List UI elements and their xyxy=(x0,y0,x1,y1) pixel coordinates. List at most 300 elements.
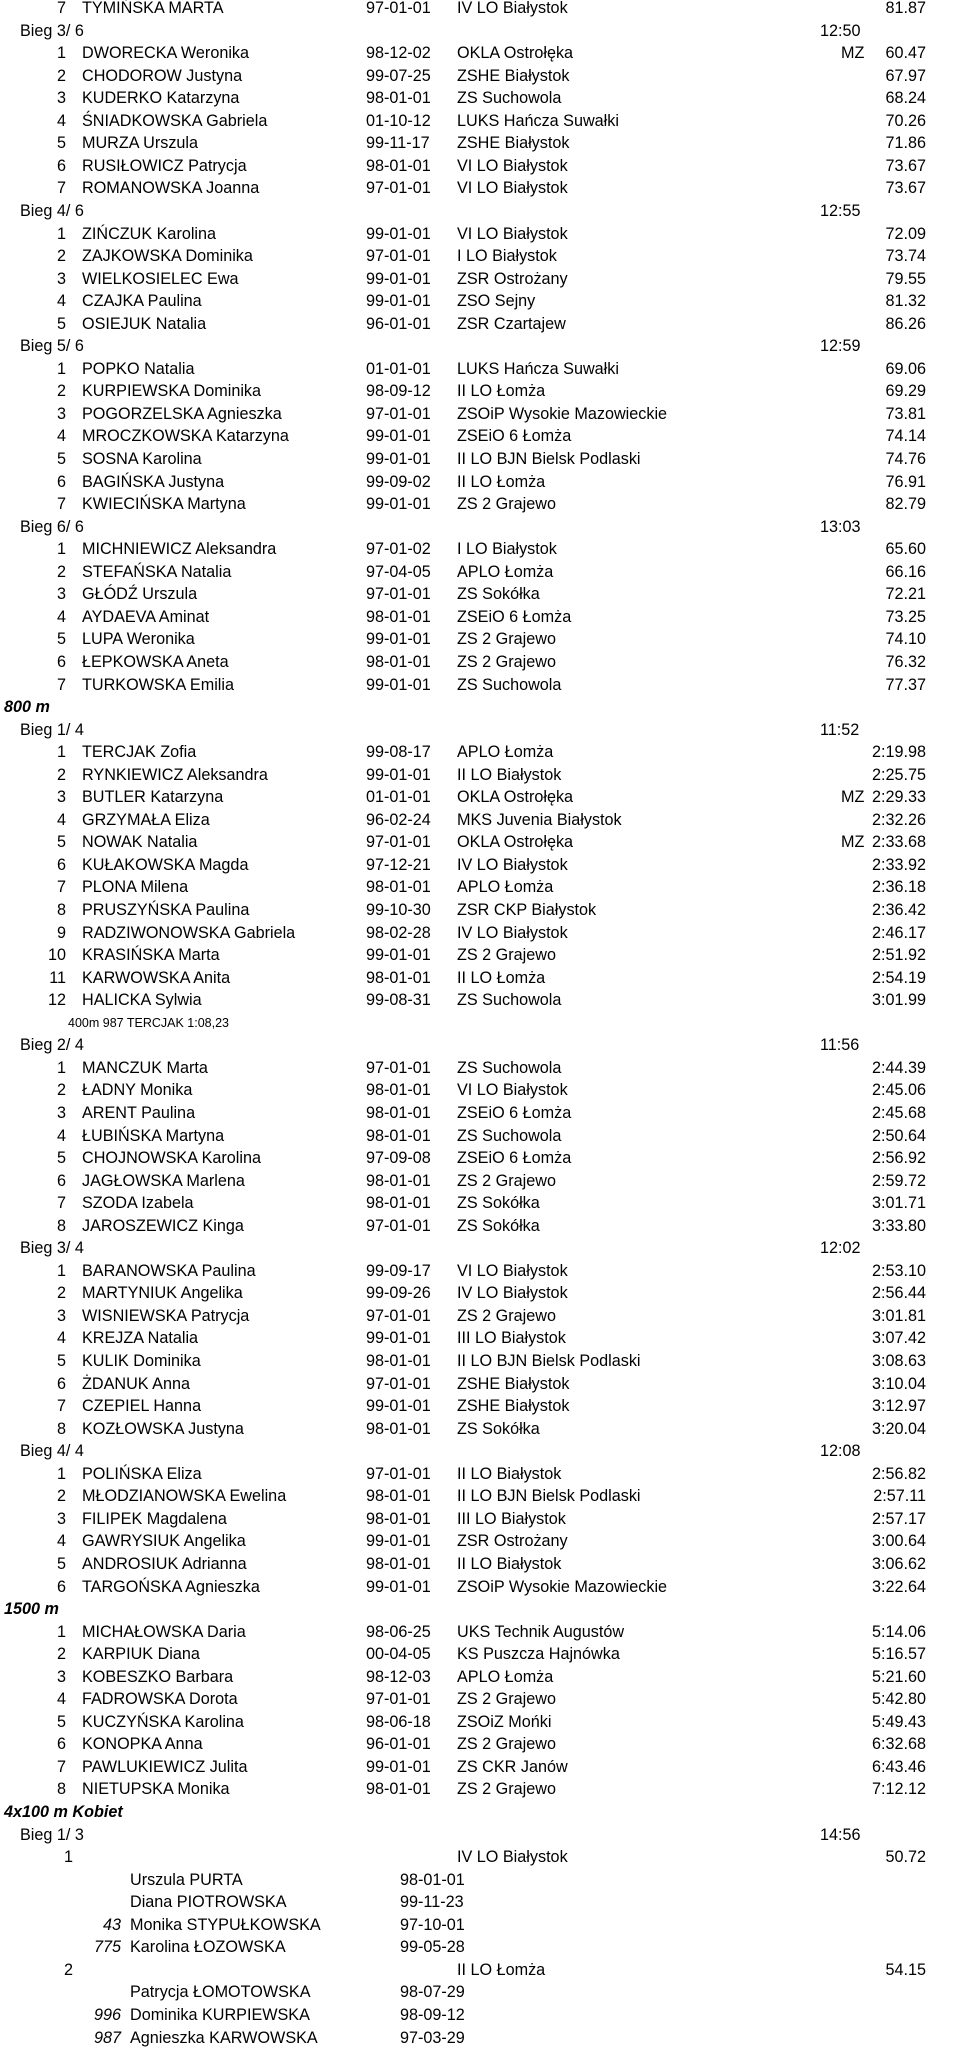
athlete-name: RYNKIEWICZ Aleksandra xyxy=(82,765,268,784)
result-time: 2:53.10 xyxy=(871,1261,926,1280)
split-note-text: 400m 987 TERCJAK 1:08,23 xyxy=(68,1015,229,1030)
club-name: LUKS Hańcza Suwałki xyxy=(457,359,619,378)
club-name: II LO Łomża xyxy=(457,382,546,401)
birth-date: 01-01-01 xyxy=(366,788,431,807)
athlete-name: KREJZA Natalia xyxy=(82,1329,199,1348)
club-name: I LO Białystok xyxy=(457,247,557,266)
runner-birth-date: 99-11-23 xyxy=(400,1893,464,1912)
result-row xyxy=(0,425,960,447)
athlete-name: GRZYMAŁA Eliza xyxy=(82,810,210,829)
result-row xyxy=(0,831,960,853)
place-number: 6 xyxy=(56,1735,66,1754)
result-time: 76.91 xyxy=(885,472,926,491)
result-time: 5:21.60 xyxy=(871,1667,926,1686)
place-number: 12 xyxy=(47,991,66,1010)
athlete-name: WIELKOSIELEC Ewa xyxy=(82,269,239,288)
club-name: ZS Suchowola xyxy=(457,991,562,1010)
birth-date: 96-01-01 xyxy=(366,1735,431,1754)
result-time: 65.60 xyxy=(885,540,926,559)
heat-header xyxy=(0,200,960,222)
athlete-name: CHOJNOWSKA Karolina xyxy=(82,1149,262,1168)
result-row xyxy=(0,290,960,312)
athlete-name: KURPIEWSKA Dominika xyxy=(82,382,262,401)
athlete-name: ZAJKOWSKA Dominika xyxy=(82,247,253,266)
club-name: ZSR Ostrożany xyxy=(457,269,568,288)
heat-label: Bieg 1/ 3 xyxy=(20,1825,84,1844)
birth-date: 99-08-17 xyxy=(366,743,431,762)
athlete-name: LUPA Weronika xyxy=(82,630,195,649)
club-name: ZS 2 Grajewo xyxy=(457,1690,556,1709)
club-name: ZS 2 Grajewo xyxy=(457,1171,556,1190)
athlete-name: SZODA Izabela xyxy=(82,1194,194,1213)
runner-birth-date: 98-09-12 xyxy=(400,2005,465,2024)
place-number: 7 xyxy=(56,0,66,17)
heat-time: 12:08 xyxy=(820,1442,861,1461)
heat-time: 12:59 xyxy=(820,337,861,356)
club-name: II LO Białystok xyxy=(457,1464,562,1483)
result-time: 73.74 xyxy=(885,247,926,266)
result-row xyxy=(0,471,960,493)
heat-label: Bieg 4/ 4 xyxy=(20,1442,84,1461)
place-number: 4 xyxy=(56,607,66,626)
result-time: 5:14.06 xyxy=(871,1622,926,1641)
club-name: ZS 2 Grajewo xyxy=(457,630,556,649)
athlete-name: TERCJAK Zofia xyxy=(82,743,197,762)
club-name: ZS Suchowola xyxy=(457,89,562,108)
club-name: II LO Łomża xyxy=(457,968,546,987)
runner-birth-date: 98-07-29 xyxy=(400,1983,465,2002)
athlete-name: SOSNA Karolina xyxy=(82,450,202,468)
birth-date: 00-04-05 xyxy=(366,1645,431,1664)
birth-date: 97-01-01 xyxy=(366,404,431,423)
club-name: ZS Sokółka xyxy=(457,1216,540,1235)
relay-runner-row xyxy=(0,2004,960,2026)
athlete-name: AYDAEVA Aminat xyxy=(82,607,210,626)
athlete-name: TURKOWSKA Emilia xyxy=(82,675,235,694)
place-number: 2 xyxy=(56,562,66,581)
heat-header xyxy=(0,20,960,42)
result-row xyxy=(0,0,960,19)
result-row xyxy=(0,1418,960,1440)
result-row xyxy=(0,110,960,132)
athlete-name: KARWOWSKA Anita xyxy=(82,968,231,987)
result-time: 5:49.43 xyxy=(871,1712,926,1731)
result-time: 86.26 xyxy=(885,314,926,333)
result-row xyxy=(0,1688,960,1710)
birth-date: 99-01-01 xyxy=(366,1532,431,1551)
birth-date: 98-12-03 xyxy=(366,1667,431,1686)
place-number: 5 xyxy=(56,314,66,333)
athlete-name: RUSIŁOWICZ Patrycja xyxy=(82,156,247,175)
runner-name: Diana PIOTROWSKA xyxy=(130,1893,287,1912)
result-row xyxy=(0,561,960,583)
club-name: OKLA Ostrołęka xyxy=(457,44,574,63)
result-row xyxy=(0,1192,960,1214)
result-time: 66.16 xyxy=(885,562,926,581)
result-row xyxy=(0,448,960,470)
runner-name: Agnieszka KARWOWSKA xyxy=(130,2028,318,2047)
place-number: 4 xyxy=(56,111,66,130)
place-number: 7 xyxy=(56,179,66,198)
result-time: 72.21 xyxy=(885,585,926,604)
result-row xyxy=(0,583,960,605)
heat-label: Bieg 3/ 4 xyxy=(20,1239,84,1258)
birth-date: 99-01-01 xyxy=(366,269,431,288)
club-name: ZS 2 Grajewo xyxy=(457,1306,556,1325)
birth-date: 98-01-01 xyxy=(366,156,431,175)
runner-name: Karolina ŁOZOWSKA xyxy=(130,1938,286,1957)
club-name: I LO Białystok xyxy=(457,540,557,559)
relay-runner-row xyxy=(0,1891,960,1913)
result-row xyxy=(0,1215,960,1237)
athlete-name: FADROWSKA Dorota xyxy=(82,1690,238,1709)
athlete-name: PAWLUKIEWICZ Julita xyxy=(82,1757,248,1776)
result-time: 7:12.12 xyxy=(871,1780,926,1799)
split-note xyxy=(0,1012,960,1034)
heat-label: Bieg 6/ 6 xyxy=(20,517,84,536)
athlete-name: ROMANOWSKA Joanna xyxy=(82,179,260,198)
athlete-name: KUCZYŃSKA Karolina xyxy=(82,1712,244,1731)
place-number: 5 xyxy=(56,134,66,153)
birth-date: 97-01-01 xyxy=(366,1306,431,1325)
event-title xyxy=(0,1801,960,1823)
heat-header xyxy=(0,516,960,538)
result-row xyxy=(0,606,960,628)
club-name: ZSEiO 6 Łomża xyxy=(457,1103,572,1122)
result-time: 2:56.92 xyxy=(871,1149,926,1168)
place-number: 3 xyxy=(56,269,66,288)
result-time: 69.29 xyxy=(885,382,926,401)
result-time: 3:07.42 xyxy=(871,1329,926,1348)
place-number: 3 xyxy=(56,788,66,807)
place-number: 11 xyxy=(49,968,66,987)
birth-date: 99-01-01 xyxy=(366,292,431,311)
result-time: 3:20.04 xyxy=(871,1419,926,1438)
athlete-name: KONOPKA Anna xyxy=(82,1735,203,1754)
club-name: ZSOiZ Mońki xyxy=(457,1712,552,1731)
place-number: 1 xyxy=(56,743,66,762)
mz-flag: MZ xyxy=(841,788,865,807)
result-time: 76.32 xyxy=(885,652,926,671)
result-row xyxy=(0,1463,960,1485)
birth-date: 99-10-30 xyxy=(366,901,431,919)
heat-header xyxy=(0,1034,960,1056)
athlete-name: NIETUPSKA Monika xyxy=(82,1780,230,1799)
heat-time: 13:03 xyxy=(820,517,861,536)
club-name: APLO Łomża xyxy=(457,562,554,581)
athlete-name: NOWAK Natalia xyxy=(82,833,198,852)
result-row xyxy=(0,1395,960,1417)
heat-header xyxy=(0,1440,960,1462)
place-number: 4 xyxy=(56,292,66,311)
place-number: 6 xyxy=(56,855,66,874)
heat-label: Bieg 4/ 6 xyxy=(20,201,84,220)
athlete-name: GAWRYSIUK Angelika xyxy=(82,1532,246,1551)
club-name: APLO Łomża xyxy=(457,743,554,762)
athlete-name: GŁÓDŹ Urszula xyxy=(82,585,198,604)
athlete-name: KUŁAKOWSKA Magda xyxy=(82,855,249,874)
result-time: 2:45.68 xyxy=(871,1103,926,1122)
result-row xyxy=(0,313,960,335)
event-title xyxy=(0,696,960,718)
birth-date: 98-01-01 xyxy=(366,1126,431,1145)
result-time: 60.47 xyxy=(885,44,926,63)
result-row xyxy=(0,1621,960,1643)
athlete-name: MURZA Urszula xyxy=(82,134,199,153)
birth-date: 99-01-01 xyxy=(366,1329,431,1348)
club-name: ZSHE Białystok xyxy=(457,134,570,153)
athlete-name: MICHAŁOWSKA Daria xyxy=(82,1622,246,1641)
athlete-name: ŚNIADKOWSKA Gabriela xyxy=(82,111,268,130)
place-number: 6 xyxy=(56,1171,66,1190)
athlete-name: ŁADNY Monika xyxy=(82,1081,193,1100)
relay-team-row xyxy=(0,1959,960,1981)
athlete-name: JAROSZEWICZ Kinga xyxy=(82,1216,244,1235)
athlete-name: JAGŁOWSKA Marlena xyxy=(82,1171,245,1190)
result-row xyxy=(0,1756,960,1778)
runner-birth-date: 98-01-01 xyxy=(400,1870,465,1889)
club-name: ZSR Czartajew xyxy=(457,314,566,333)
club-name: ZSOiP Wysokie Mazowieckie xyxy=(457,404,668,423)
place-number: 2 xyxy=(56,66,66,85)
athlete-name: DWORECKA Weronika xyxy=(82,44,250,63)
result-row xyxy=(0,764,960,786)
result-time: 2:33.68 xyxy=(871,833,926,852)
result-row xyxy=(0,1125,960,1147)
birth-date: 99-01-01 xyxy=(366,765,431,784)
athlete-name: HALICKA Sylwia xyxy=(82,991,202,1010)
club-name: ZSEiO 6 Łomża xyxy=(457,607,572,626)
relay-team-row xyxy=(0,1846,960,1868)
club-name: ZS Suchowola xyxy=(457,1126,562,1145)
result-time: 3:22.64 xyxy=(871,1577,926,1596)
result-time: 3:33.80 xyxy=(871,1216,926,1235)
place-number: 4 xyxy=(56,1690,66,1709)
result-row xyxy=(0,741,960,763)
club-name: VI LO Białystok xyxy=(457,1261,568,1280)
heat-label: Bieg 3/ 6 xyxy=(20,21,84,40)
team-club: II LO Łomża xyxy=(457,1960,546,1979)
result-row xyxy=(0,493,960,515)
result-time: 2:57.17 xyxy=(871,1509,926,1528)
team-place: 2 xyxy=(64,1960,74,1979)
place-number: 1 xyxy=(56,1622,66,1641)
athlete-name: TARGOŃSKA Agnieszka xyxy=(82,1577,260,1596)
birth-date: 99-01-01 xyxy=(366,495,431,514)
place-number: 5 xyxy=(56,1712,66,1731)
birth-date: 98-01-01 xyxy=(366,89,431,108)
birth-date: 96-01-01 xyxy=(366,314,431,333)
place-number: 3 xyxy=(56,89,66,108)
club-name: IV LO Białystok xyxy=(457,0,568,17)
athlete-name: ANDROSIUK Adrianna xyxy=(82,1554,247,1573)
result-time: 2:56.82 xyxy=(871,1464,926,1483)
result-time: 74.10 xyxy=(885,630,926,649)
birth-date: 98-01-01 xyxy=(366,1487,431,1506)
place-number: 10 xyxy=(47,946,66,965)
club-name: KS Puszcza Hajnówka xyxy=(457,1645,620,1664)
athlete-name: ŁUBIŃSKA Martyna xyxy=(82,1126,225,1145)
club-name: II LO BJN Bielsk Podlaski xyxy=(457,1352,641,1370)
place-number: 3 xyxy=(56,404,66,423)
result-time: 67.97 xyxy=(885,66,926,85)
athlete-name: KULIK Dominika xyxy=(82,1352,201,1370)
result-row xyxy=(0,87,960,109)
place-number: 2 xyxy=(56,382,66,401)
athlete-name: KRASIŃSKA Marta xyxy=(82,946,220,965)
place-number: 1 xyxy=(56,1058,66,1077)
result-time: 3:10.04 xyxy=(871,1374,926,1393)
result-row xyxy=(0,1147,960,1169)
heat-header xyxy=(0,1237,960,1259)
place-number: 1 xyxy=(56,359,66,378)
event-label: 4x100 m Kobiet xyxy=(4,1803,123,1821)
athlete-name: KOBESZKO Barbara xyxy=(82,1667,234,1686)
result-row xyxy=(0,1778,960,1800)
club-name: II LO Łomża xyxy=(457,472,546,491)
relay-runner-row xyxy=(0,1869,960,1891)
place-number: 3 xyxy=(56,585,66,604)
result-time: 2:36.18 xyxy=(871,878,926,897)
birth-date: 99-01-01 xyxy=(366,1577,431,1596)
result-time: 3:01.71 xyxy=(871,1194,926,1213)
result-time: 2:57.11 xyxy=(873,1487,926,1506)
athlete-name: TYMIŃSKA MARTA xyxy=(82,0,224,17)
athlete-name: PRUSZYŃSKA Paulina xyxy=(82,901,250,919)
athlete-name: KOZŁOWSKA Justyna xyxy=(82,1419,244,1438)
birth-date: 99-01-01 xyxy=(366,450,431,468)
club-name: APLO Łomża xyxy=(457,878,554,897)
place-number: 4 xyxy=(56,810,66,829)
place-number: 7 xyxy=(56,1757,66,1776)
result-time: 72.09 xyxy=(885,224,926,243)
club-name: ZSHE Białystok xyxy=(457,1374,570,1393)
place-number: 3 xyxy=(56,1667,66,1686)
club-name: ZS 2 Grajewo xyxy=(457,1735,556,1754)
club-name: IV LO Białystok xyxy=(457,1284,568,1303)
result-row xyxy=(0,268,960,290)
result-row xyxy=(0,1485,960,1507)
place-number: 1 xyxy=(56,540,66,559)
heat-header xyxy=(0,335,960,357)
team-result: 50.72 xyxy=(885,1848,926,1867)
result-time: 3:00.64 xyxy=(871,1532,926,1551)
event-title xyxy=(0,1598,960,1620)
mz-flag: MZ xyxy=(841,44,865,63)
birth-date: 97-01-01 xyxy=(366,179,431,198)
result-row xyxy=(0,245,960,267)
club-name: ZS Sokółka xyxy=(457,1419,540,1438)
birth-date: 99-01-01 xyxy=(366,1397,431,1416)
athlete-name: BARANOWSKA Paulina xyxy=(82,1261,256,1280)
result-row xyxy=(0,876,960,898)
athlete-name: PLONA Milena xyxy=(82,878,189,897)
club-name: OKLA Ostrołęka xyxy=(457,833,574,852)
birth-date: 97-04-05 xyxy=(366,562,431,581)
birth-date: 96-02-24 xyxy=(366,810,431,829)
result-time: 2:56.44 xyxy=(871,1284,926,1303)
birth-date: 01-10-12 xyxy=(366,111,431,130)
birth-date: 98-06-25 xyxy=(366,1622,431,1641)
birth-date: 98-01-01 xyxy=(366,607,431,626)
club-name: ZS 2 Grajewo xyxy=(457,495,556,514)
runner-number: 43 xyxy=(102,1915,121,1934)
birth-date: 99-11-17 xyxy=(366,134,430,153)
runner-name: Urszula PURTA xyxy=(130,1870,243,1889)
result-row xyxy=(0,65,960,87)
birth-date: 97-01-01 xyxy=(366,1690,431,1709)
birth-date: 99-01-01 xyxy=(366,630,431,649)
birth-date: 98-01-01 xyxy=(366,878,431,897)
result-time: 2:36.42 xyxy=(871,901,926,919)
club-name: VI LO Białystok xyxy=(457,1081,568,1100)
result-time: 2:54.19 xyxy=(871,968,926,987)
club-name: ZSHE Białystok xyxy=(457,66,570,85)
result-time: 2:25.75 xyxy=(871,765,926,784)
club-name: ZS Sokółka xyxy=(457,1194,540,1213)
result-time: 2:46.17 xyxy=(871,923,926,942)
birth-date: 99-07-25 xyxy=(366,66,431,85)
birth-date: 97-01-02 xyxy=(366,540,431,559)
place-number: 3 xyxy=(56,1103,66,1122)
birth-date: 99-09-26 xyxy=(366,1284,431,1303)
club-name: MKS Juvenia Białystok xyxy=(457,810,622,829)
athlete-name: OSIEJUK Natalia xyxy=(82,314,207,333)
result-row xyxy=(0,628,960,650)
birth-date: 98-01-01 xyxy=(366,968,431,987)
place-number: 9 xyxy=(56,923,66,942)
result-row xyxy=(0,989,960,1011)
result-row xyxy=(0,786,960,808)
result-time: 73.67 xyxy=(885,179,926,198)
club-name: III LO Białystok xyxy=(457,1509,566,1528)
birth-date: 97-01-01 xyxy=(366,1464,431,1483)
result-time: 74.76 xyxy=(885,450,926,468)
athlete-name: RADZIWONOWSKA Gabriela xyxy=(82,923,296,942)
birth-date: 98-09-12 xyxy=(366,382,431,401)
result-row xyxy=(0,1643,960,1665)
birth-date: 99-01-01 xyxy=(366,1757,431,1776)
place-number: 8 xyxy=(56,1216,66,1235)
place-number: 8 xyxy=(56,901,66,919)
club-name: ZS 2 Grajewo xyxy=(457,946,556,965)
club-name: IV LO Białystok xyxy=(457,855,568,874)
place-number: 5 xyxy=(56,1554,66,1573)
club-name: ZSO Sejny xyxy=(457,292,536,311)
place-number: 3 xyxy=(56,1509,66,1528)
result-row xyxy=(0,42,960,64)
club-name: ZSR CKP Białystok xyxy=(457,901,597,919)
athlete-name: ARENT Paulina xyxy=(82,1103,196,1122)
place-number: 7 xyxy=(56,878,66,897)
place-number: 2 xyxy=(56,247,66,266)
place-number: 5 xyxy=(56,450,66,468)
birth-date: 98-12-02 xyxy=(366,44,431,63)
result-time: 6:32.68 xyxy=(871,1735,926,1754)
heat-time: 12:02 xyxy=(820,1239,861,1258)
team-club: IV LO Białystok xyxy=(457,1848,568,1867)
club-name: II LO BJN Bielsk Podlaski xyxy=(457,1487,641,1506)
result-row xyxy=(0,1373,960,1395)
result-time: 68.24 xyxy=(885,89,926,108)
result-time: 2:32.26 xyxy=(871,810,926,829)
result-time: 6:43.46 xyxy=(871,1757,926,1776)
club-name: LUKS Hańcza Suwałki xyxy=(457,111,619,130)
club-name: II LO Białystok xyxy=(457,765,562,784)
result-time: 2:29.33 xyxy=(871,788,926,807)
athlete-name: MŁODZIANOWSKA Ewelina xyxy=(82,1487,287,1506)
athlete-name: POPKO Natalia xyxy=(82,359,195,378)
